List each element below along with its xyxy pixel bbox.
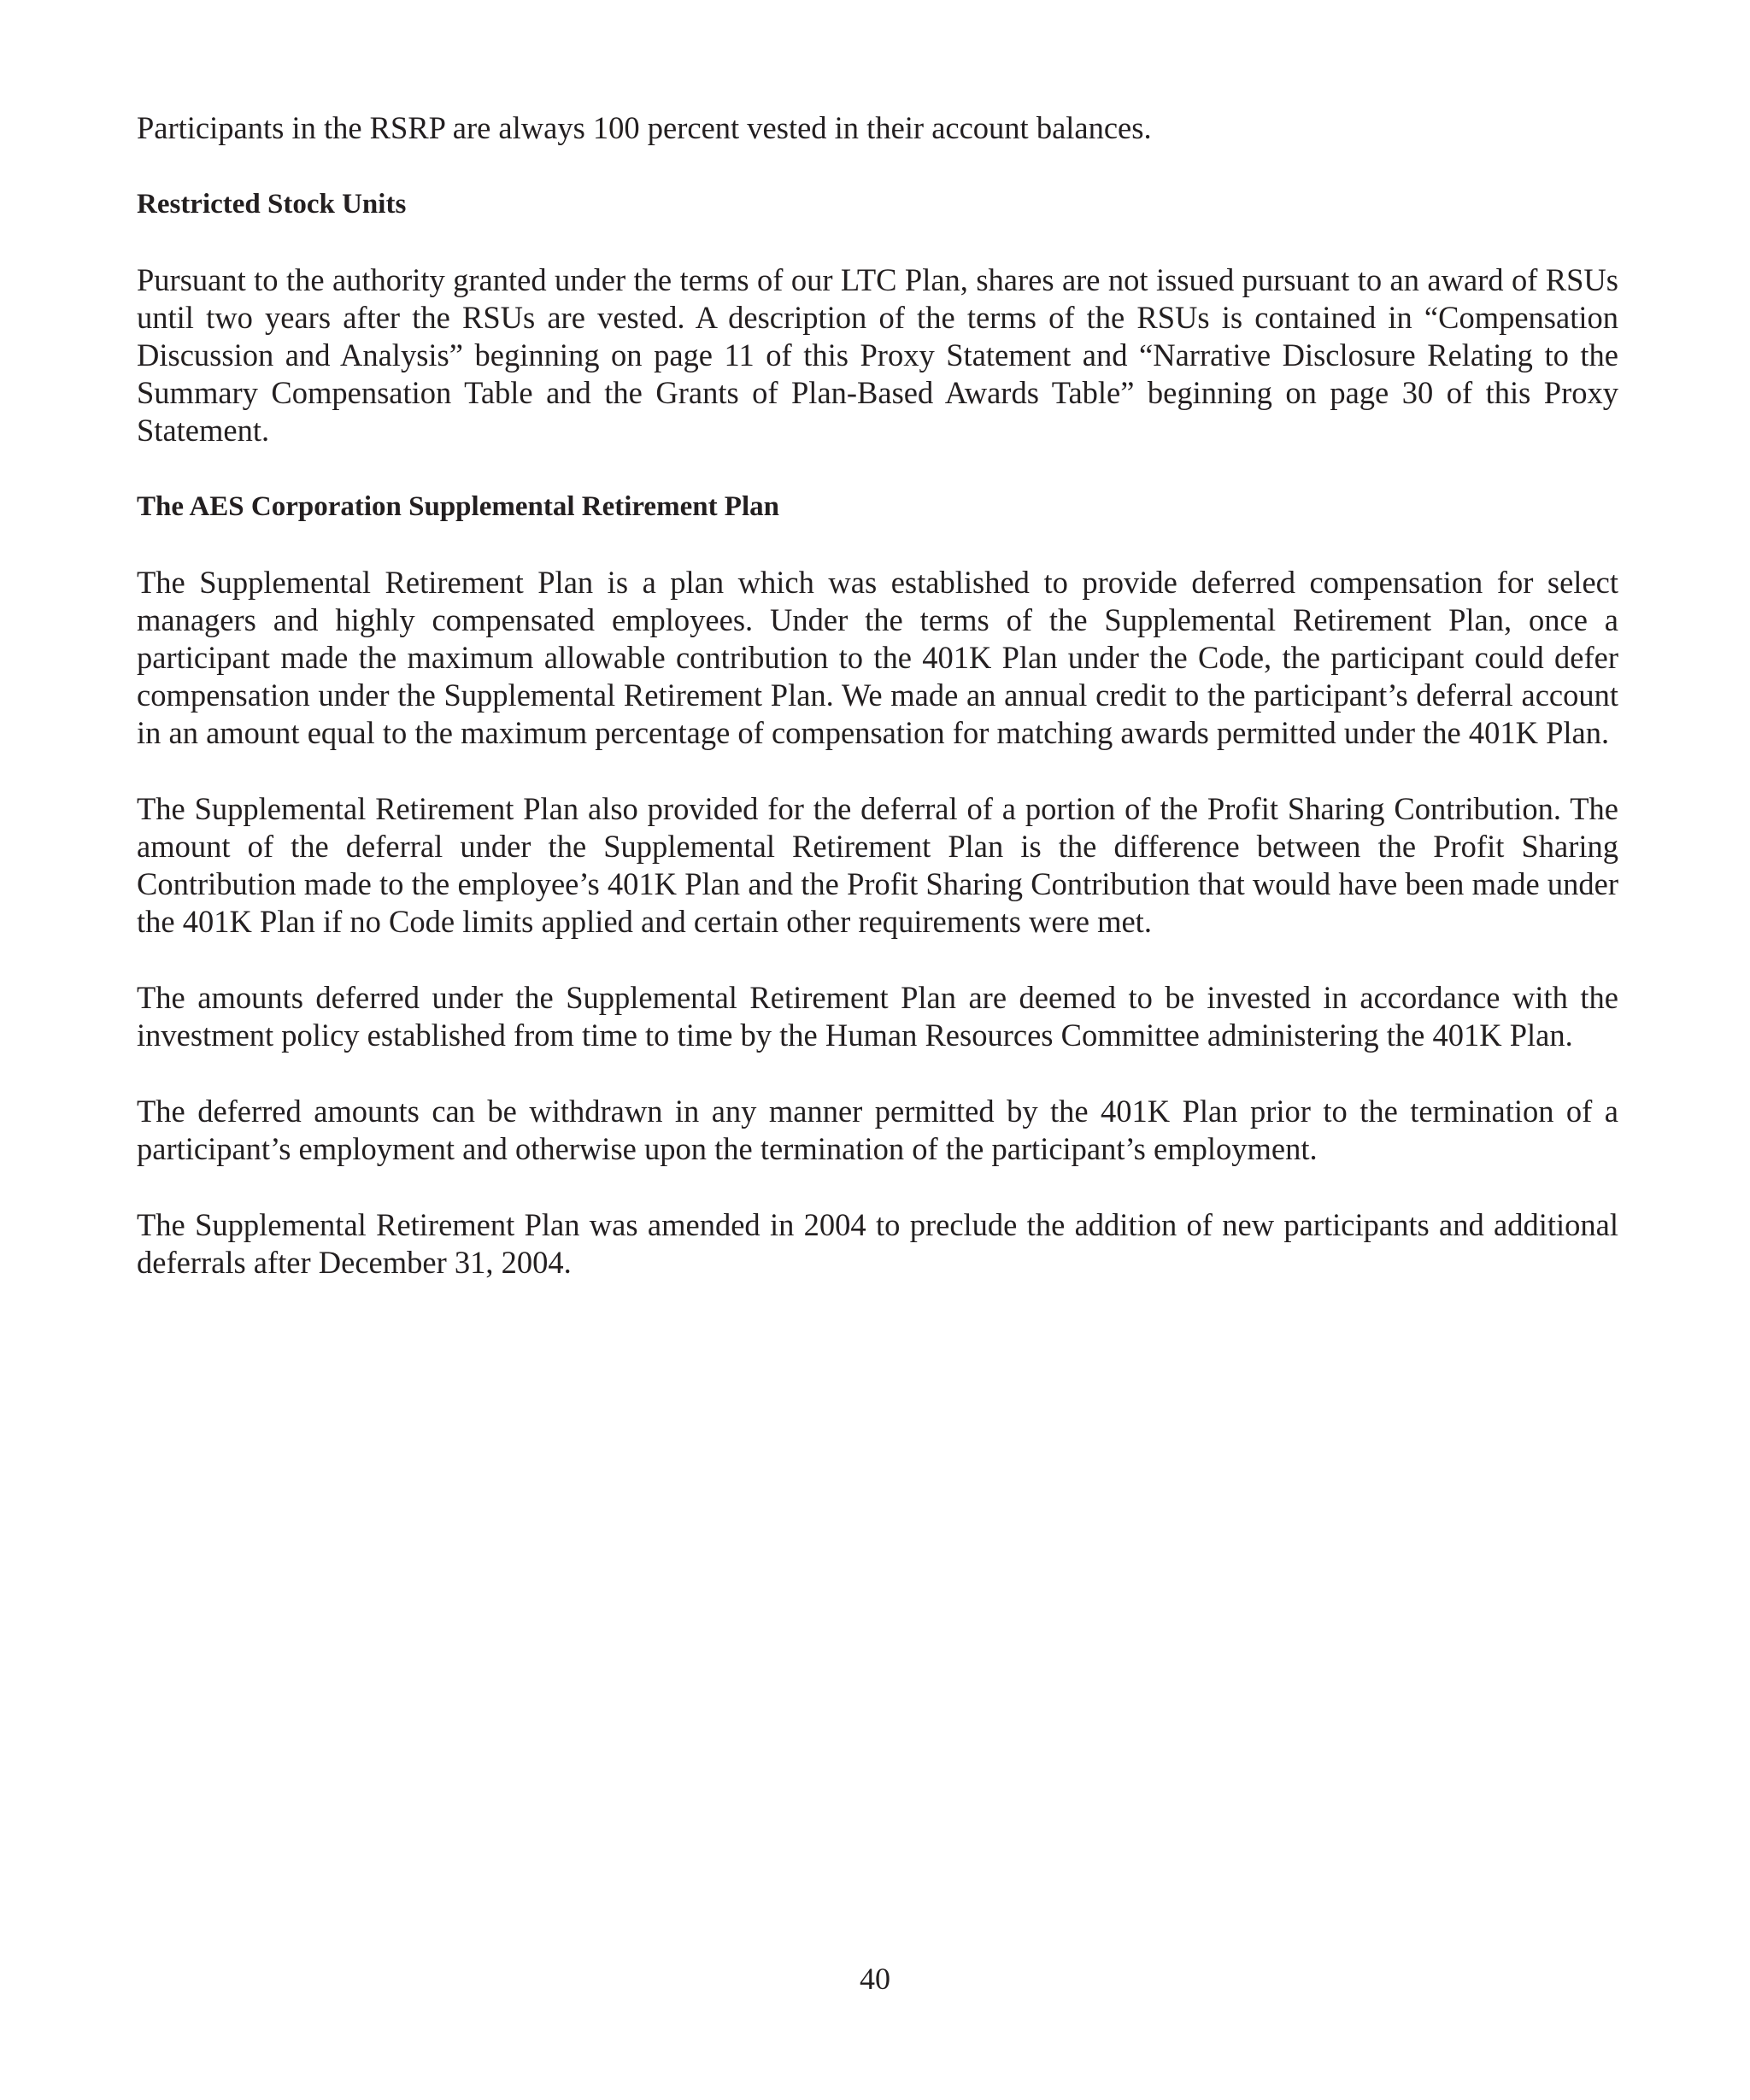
srp-paragraph-1: The Supplemental Retirement Plan is a plan which was established to provide deferred compensation for select managers and highly compensated employees. Under the terms of the Supplemental Retirement Plan, once a participant made the maximum allowable contribution to the 401K Plan under the Code, the participant could defer compensation under the Supplemental Retirement Plan. We made an annual credit to the participant’s deferral account in an amount equal to the maximum percentage of compensation for matching awards permitted under the 401K Plan. bbox=[137, 565, 1618, 750]
page-number: 40 bbox=[860, 1962, 890, 1996]
srp-paragraph-4: The deferred amounts can be withdrawn in any manner permitted by the 401K Plan prior to the termination of a participant’s employment and otherwise upon the termination of the participant’s employment. bbox=[137, 1094, 1618, 1166]
section-heading-restricted-stock-units: Restricted Stock Units bbox=[137, 189, 407, 220]
srp-paragraph-2: The Supplemental Retirement Plan also provided for the deferral of a portion of the Profit Sharing Contribution. The amount of the deferral under the Supplemental Retirement Plan is the difference between the Profit Sharing Contribution made to the employee’s 401K Plan and the Profit Sharing Contribution that would have been made under the 401K Plan if no Code limits applied and certain other requirements were met. bbox=[137, 791, 1618, 939]
section-heading-supplemental-retirement-plan: The AES Corporation Supplemental Retirement Plan bbox=[137, 491, 779, 522]
srp-paragraph-3: The amounts deferred under the Supplemental Retirement Plan are deemed to be invested in accordance with the investment policy established from time to time by the Human Resources Committee administering the 401K Plan. bbox=[137, 980, 1618, 1053]
document-body bbox=[137, 109, 1618, 1320]
rsu-paragraph: Pursuant to the authority granted under the terms of our LTC Plan, shares are not issued pursuant to an award of RSUs until two years after the RSUs are vested. A description of the terms of the RSUs is contained in “Compensation Discussion and Analysis” beginning on page 11 of this Proxy Statement and “Narrative Disclosure Relating to the Summary Compensation Table and the Grants of Plan-Based Awards Table” beginning on page 30 of this Proxy Statement. bbox=[137, 262, 1618, 448]
intro-paragraph: Participants in the RSRP are always 100 percent vested in their account balances. bbox=[137, 110, 1152, 145]
srp-paragraph-5: The Supplemental Retirement Plan was amended in 2004 to preclude the addition of new participants and additional deferrals after December 31, 2004. bbox=[137, 1207, 1618, 1280]
